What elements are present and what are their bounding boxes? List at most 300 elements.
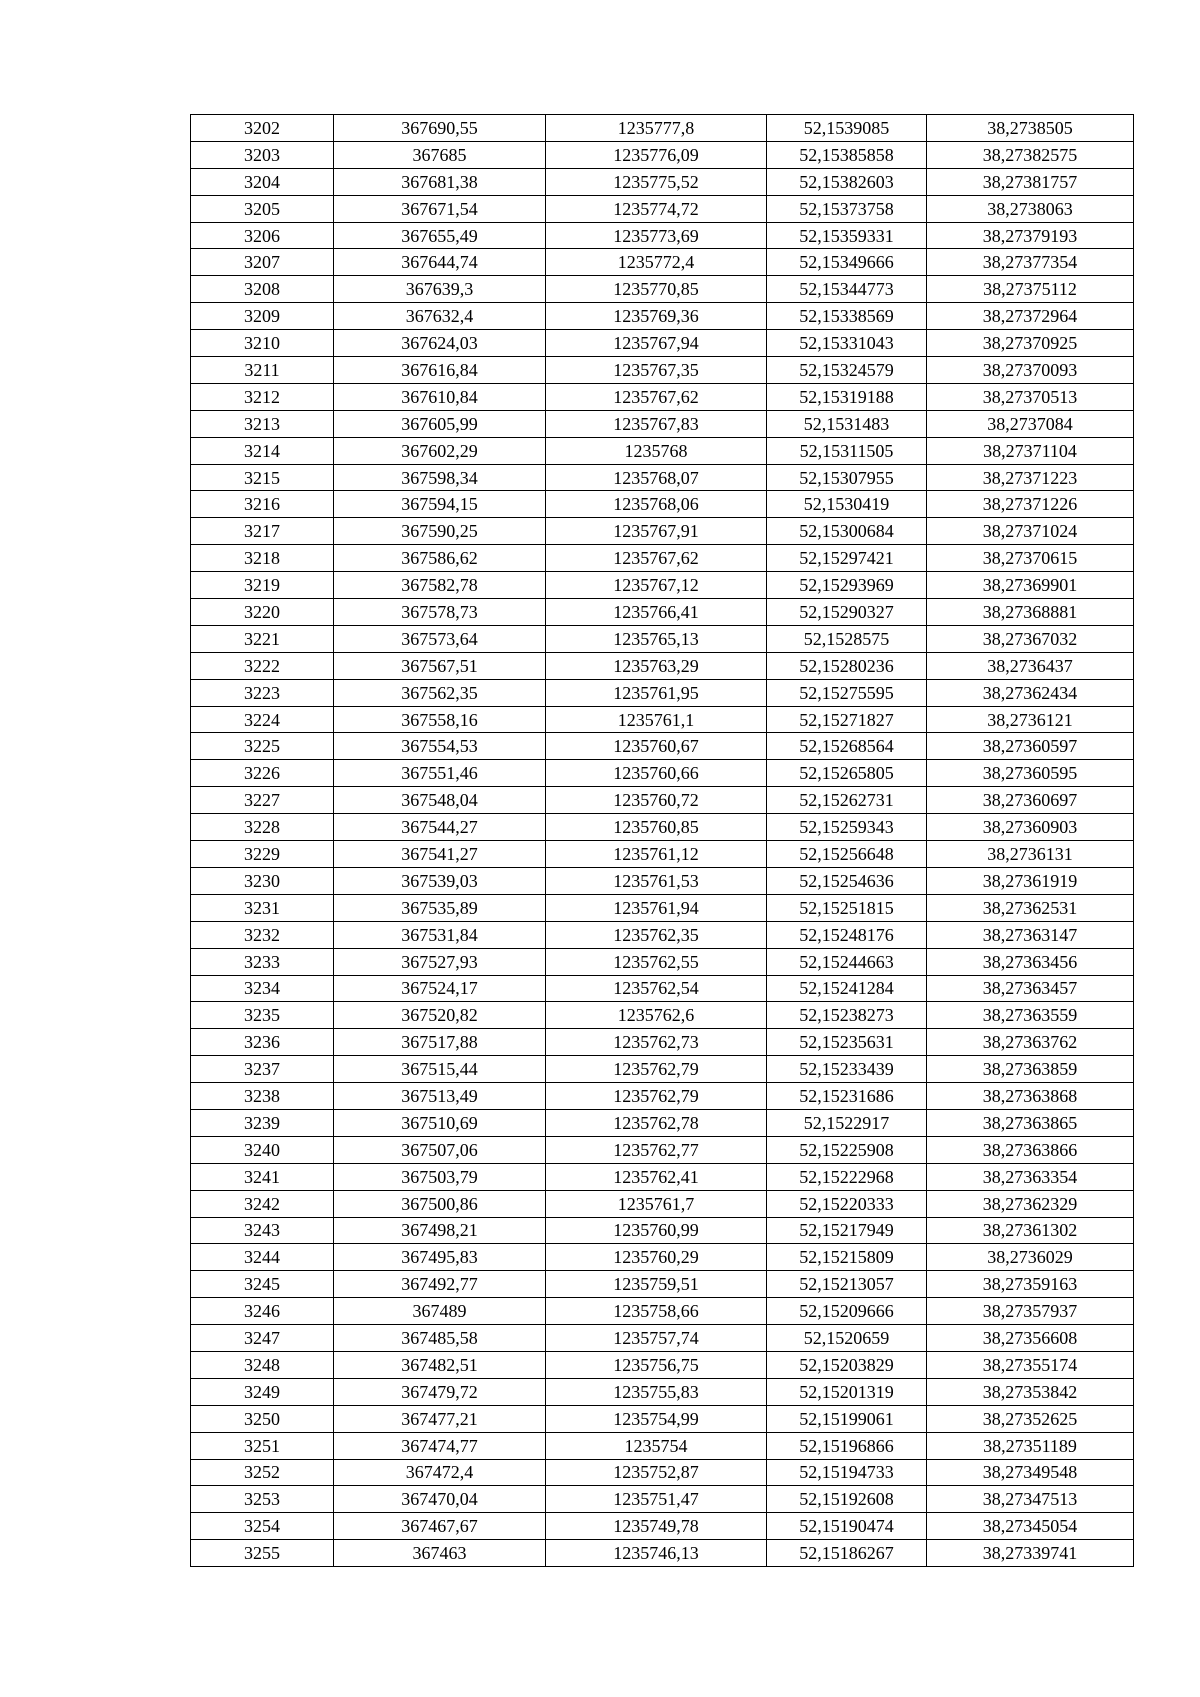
longitude-cell: 38,27357937 [927,1298,1134,1325]
point-number-cell: 3217 [191,518,334,545]
point-number-cell: 3247 [191,1325,334,1352]
x-coordinate-cell: 367477,21 [334,1405,546,1432]
latitude-cell: 52,15231686 [767,1083,927,1110]
point-number-cell: 3253 [191,1486,334,1513]
latitude-cell: 52,15196866 [767,1432,927,1459]
latitude-cell: 52,1522917 [767,1109,927,1136]
latitude-cell: 52,15307955 [767,464,927,491]
y-coordinate-cell: 1235761,95 [546,679,767,706]
latitude-cell: 52,15244663 [767,948,927,975]
point-number-cell: 3203 [191,141,334,168]
latitude-cell: 52,1528575 [767,625,927,652]
x-coordinate-cell: 367586,62 [334,545,546,572]
y-coordinate-cell: 1235760,67 [546,733,767,760]
longitude-cell: 38,27352625 [927,1405,1134,1432]
point-number-cell: 3204 [191,168,334,195]
longitude-cell: 38,27362434 [927,679,1134,706]
y-coordinate-cell: 1235774,72 [546,195,767,222]
longitude-cell: 38,27339741 [927,1540,1134,1567]
y-coordinate-cell: 1235768,06 [546,491,767,518]
table-row [191,599,1134,626]
x-coordinate-cell: 367558,16 [334,706,546,733]
latitude-cell: 52,15311505 [767,437,927,464]
x-coordinate-cell: 367503,79 [334,1163,546,1190]
table-row [191,1405,1134,1432]
y-coordinate-cell: 1235762,6 [546,1002,767,1029]
longitude-cell: 38,27370925 [927,330,1134,357]
longitude-cell: 38,27369901 [927,572,1134,599]
y-coordinate-cell: 1235773,69 [546,222,767,249]
table-row [191,249,1134,276]
latitude-cell: 52,15241284 [767,975,927,1002]
longitude-cell: 38,2736437 [927,652,1134,679]
x-coordinate-cell: 367616,84 [334,357,546,384]
x-coordinate-cell: 367482,51 [334,1351,546,1378]
table-row [191,760,1134,787]
point-number-cell: 3234 [191,975,334,1002]
point-number-cell: 3208 [191,276,334,303]
y-coordinate-cell: 1235767,62 [546,383,767,410]
y-coordinate-cell: 1235762,73 [546,1029,767,1056]
y-coordinate-cell: 1235761,7 [546,1190,767,1217]
y-coordinate-cell: 1235767,94 [546,330,767,357]
point-number-cell: 3223 [191,679,334,706]
table-row [191,975,1134,1002]
table-row [191,625,1134,652]
y-coordinate-cell: 1235777,8 [546,115,767,142]
latitude-cell: 52,15373758 [767,195,927,222]
point-number-cell: 3246 [191,1298,334,1325]
point-number-cell: 3249 [191,1378,334,1405]
table-row [191,222,1134,249]
table-row [191,1244,1134,1271]
longitude-cell: 38,27370093 [927,357,1134,384]
longitude-cell: 38,2736121 [927,706,1134,733]
table-row [191,841,1134,868]
x-coordinate-cell: 367463 [334,1540,546,1567]
x-coordinate-cell: 367520,82 [334,1002,546,1029]
latitude-cell: 52,15238273 [767,1002,927,1029]
longitude-cell: 38,27363457 [927,975,1134,1002]
table-row [191,195,1134,222]
longitude-cell: 38,27359163 [927,1271,1134,1298]
longitude-cell: 38,27360697 [927,787,1134,814]
x-coordinate-cell: 367639,3 [334,276,546,303]
table-row [191,706,1134,733]
longitude-cell: 38,27363559 [927,1002,1134,1029]
latitude-cell: 52,15199061 [767,1405,927,1432]
y-coordinate-cell: 1235762,79 [546,1056,767,1083]
latitude-cell: 52,15190474 [767,1513,927,1540]
y-coordinate-cell: 1235757,74 [546,1325,767,1352]
point-number-cell: 3219 [191,572,334,599]
x-coordinate-cell: 367527,93 [334,948,546,975]
x-coordinate-cell: 367515,44 [334,1056,546,1083]
longitude-cell: 38,27363354 [927,1163,1134,1190]
x-coordinate-cell: 367517,88 [334,1029,546,1056]
y-coordinate-cell: 1235769,36 [546,303,767,330]
latitude-cell: 52,15251815 [767,894,927,921]
point-number-cell: 3211 [191,357,334,384]
table-row [191,410,1134,437]
longitude-cell: 38,27367032 [927,625,1134,652]
latitude-cell: 52,15331043 [767,330,927,357]
y-coordinate-cell: 1235760,99 [546,1217,767,1244]
x-coordinate-cell: 367544,27 [334,814,546,841]
latitude-cell: 52,15359331 [767,222,927,249]
point-number-cell: 3225 [191,733,334,760]
latitude-cell: 52,15271827 [767,706,927,733]
table-row [191,168,1134,195]
table-row [191,383,1134,410]
x-coordinate-cell: 367500,86 [334,1190,546,1217]
table-row [191,1190,1134,1217]
latitude-cell: 52,15344773 [767,276,927,303]
longitude-cell: 38,27372964 [927,303,1134,330]
longitude-cell: 38,27363456 [927,948,1134,975]
coordinates-table [190,114,1134,1567]
point-number-cell: 3206 [191,222,334,249]
longitude-cell: 38,27362531 [927,894,1134,921]
y-coordinate-cell: 1235770,85 [546,276,767,303]
latitude-cell: 52,15248176 [767,921,927,948]
latitude-cell: 52,15256648 [767,841,927,868]
x-coordinate-cell: 367590,25 [334,518,546,545]
longitude-cell: 38,27361919 [927,867,1134,894]
x-coordinate-cell: 367655,49 [334,222,546,249]
x-coordinate-cell: 367671,54 [334,195,546,222]
longitude-cell: 38,27382575 [927,141,1134,168]
y-coordinate-cell: 1235759,51 [546,1271,767,1298]
point-number-cell: 3218 [191,545,334,572]
latitude-cell: 52,15275595 [767,679,927,706]
point-number-cell: 3241 [191,1163,334,1190]
y-coordinate-cell: 1235768,07 [546,464,767,491]
longitude-cell: 38,27361302 [927,1217,1134,1244]
point-number-cell: 3235 [191,1002,334,1029]
latitude-cell: 52,15213057 [767,1271,927,1298]
point-number-cell: 3212 [191,383,334,410]
latitude-cell: 52,1530419 [767,491,927,518]
point-number-cell: 3222 [191,652,334,679]
latitude-cell: 52,15385858 [767,141,927,168]
point-number-cell: 3214 [191,437,334,464]
x-coordinate-cell: 367582,78 [334,572,546,599]
table-row [191,1136,1134,1163]
longitude-cell: 38,27371024 [927,518,1134,545]
latitude-cell: 52,15192608 [767,1486,927,1513]
y-coordinate-cell: 1235763,29 [546,652,767,679]
table-row [191,1325,1134,1352]
point-number-cell: 3255 [191,1540,334,1567]
longitude-cell: 38,27360595 [927,760,1134,787]
x-coordinate-cell: 367541,27 [334,841,546,868]
latitude-cell: 52,15186267 [767,1540,927,1567]
table-row [191,491,1134,518]
y-coordinate-cell: 1235767,12 [546,572,767,599]
table-row [191,1351,1134,1378]
y-coordinate-cell: 1235762,78 [546,1109,767,1136]
x-coordinate-cell: 367685 [334,141,546,168]
table-row [191,330,1134,357]
point-number-cell: 3221 [191,625,334,652]
x-coordinate-cell: 367567,51 [334,652,546,679]
table-row [191,357,1134,384]
table-row [191,1083,1134,1110]
table-row [191,1056,1134,1083]
longitude-cell: 38,27377354 [927,249,1134,276]
point-number-cell: 3251 [191,1432,334,1459]
table-row [191,867,1134,894]
longitude-cell: 38,27353842 [927,1378,1134,1405]
y-coordinate-cell: 1235775,52 [546,168,767,195]
latitude-cell: 52,15290327 [767,599,927,626]
table-row [191,921,1134,948]
longitude-cell: 38,2738063 [927,195,1134,222]
latitude-cell: 52,15280236 [767,652,927,679]
x-coordinate-cell: 367551,46 [334,760,546,787]
y-coordinate-cell: 1235762,54 [546,975,767,1002]
latitude-cell: 52,15293969 [767,572,927,599]
longitude-cell: 38,27368881 [927,599,1134,626]
point-number-cell: 3239 [191,1109,334,1136]
latitude-cell: 52,15319188 [767,383,927,410]
table-row [191,518,1134,545]
x-coordinate-cell: 367554,53 [334,733,546,760]
latitude-cell: 52,1520659 [767,1325,927,1352]
latitude-cell: 52,15297421 [767,545,927,572]
table-row [191,464,1134,491]
table-row [191,276,1134,303]
y-coordinate-cell: 1235762,41 [546,1163,767,1190]
x-coordinate-cell: 367531,84 [334,921,546,948]
table-row [191,141,1134,168]
y-coordinate-cell: 1235751,47 [546,1486,767,1513]
point-number-cell: 3240 [191,1136,334,1163]
table-row [191,1486,1134,1513]
latitude-cell: 52,15259343 [767,814,927,841]
longitude-cell: 38,27362329 [927,1190,1134,1217]
point-number-cell: 3237 [191,1056,334,1083]
y-coordinate-cell: 1235754 [546,1432,767,1459]
latitude-cell: 52,15217949 [767,1217,927,1244]
table-row [191,437,1134,464]
latitude-cell: 52,15233439 [767,1056,927,1083]
y-coordinate-cell: 1235765,13 [546,625,767,652]
latitude-cell: 52,15222968 [767,1163,927,1190]
latitude-cell: 52,15254636 [767,867,927,894]
table-row [191,814,1134,841]
latitude-cell: 52,15203829 [767,1351,927,1378]
longitude-cell: 38,27371226 [927,491,1134,518]
point-number-cell: 3210 [191,330,334,357]
longitude-cell: 38,27355174 [927,1351,1134,1378]
x-coordinate-cell: 367467,67 [334,1513,546,1540]
x-coordinate-cell: 367489 [334,1298,546,1325]
latitude-cell: 52,15225908 [767,1136,927,1163]
longitude-cell: 38,27379193 [927,222,1134,249]
latitude-cell: 52,15268564 [767,733,927,760]
x-coordinate-cell: 367539,03 [334,867,546,894]
point-number-cell: 3254 [191,1513,334,1540]
y-coordinate-cell: 1235761,12 [546,841,767,868]
point-number-cell: 3238 [191,1083,334,1110]
table-row [191,733,1134,760]
y-coordinate-cell: 1235760,66 [546,760,767,787]
longitude-cell: 38,27349548 [927,1459,1134,1486]
table-row [191,572,1134,599]
point-number-cell: 3242 [191,1190,334,1217]
point-number-cell: 3244 [191,1244,334,1271]
point-number-cell: 3209 [191,303,334,330]
x-coordinate-cell: 367474,77 [334,1432,546,1459]
y-coordinate-cell: 1235762,77 [546,1136,767,1163]
latitude-cell: 52,15382603 [767,168,927,195]
x-coordinate-cell: 367524,17 [334,975,546,1002]
table-row [191,1217,1134,1244]
table-row [191,1109,1134,1136]
point-number-cell: 3243 [191,1217,334,1244]
x-coordinate-cell: 367470,04 [334,1486,546,1513]
latitude-cell: 52,15262731 [767,787,927,814]
longitude-cell: 38,27363147 [927,921,1134,948]
y-coordinate-cell: 1235752,87 [546,1459,767,1486]
latitude-cell: 52,15235631 [767,1029,927,1056]
longitude-cell: 38,2737084 [927,410,1134,437]
x-coordinate-cell: 367535,89 [334,894,546,921]
x-coordinate-cell: 367485,58 [334,1325,546,1352]
x-coordinate-cell: 367479,72 [334,1378,546,1405]
y-coordinate-cell: 1235766,41 [546,599,767,626]
point-number-cell: 3224 [191,706,334,733]
y-coordinate-cell: 1235776,09 [546,141,767,168]
table-row [191,1163,1134,1190]
longitude-cell: 38,27363865 [927,1109,1134,1136]
y-coordinate-cell: 1235761,53 [546,867,767,894]
y-coordinate-cell: 1235754,99 [546,1405,767,1432]
x-coordinate-cell: 367624,03 [334,330,546,357]
latitude-cell: 52,15215809 [767,1244,927,1271]
y-coordinate-cell: 1235760,29 [546,1244,767,1271]
point-number-cell: 3226 [191,760,334,787]
x-coordinate-cell: 367690,55 [334,115,546,142]
table-row [191,894,1134,921]
table-row [191,1378,1134,1405]
table-row [191,1029,1134,1056]
point-number-cell: 3220 [191,599,334,626]
x-coordinate-cell: 367632,4 [334,303,546,330]
x-coordinate-cell: 367594,15 [334,491,546,518]
x-coordinate-cell: 367495,83 [334,1244,546,1271]
point-number-cell: 3216 [191,491,334,518]
longitude-cell: 38,2738505 [927,115,1134,142]
latitude-cell: 52,15300684 [767,518,927,545]
longitude-cell: 38,27356608 [927,1325,1134,1352]
table-row [191,1540,1134,1567]
table-row [191,1432,1134,1459]
table-row [191,679,1134,706]
point-number-cell: 3207 [191,249,334,276]
x-coordinate-cell: 367492,77 [334,1271,546,1298]
latitude-cell: 52,1531483 [767,410,927,437]
longitude-cell: 38,27363859 [927,1056,1134,1083]
point-number-cell: 3230 [191,867,334,894]
x-coordinate-cell: 367548,04 [334,787,546,814]
x-coordinate-cell: 367472,4 [334,1459,546,1486]
longitude-cell: 38,27370615 [927,545,1134,572]
point-number-cell: 3213 [191,410,334,437]
x-coordinate-cell: 367513,49 [334,1083,546,1110]
y-coordinate-cell: 1235762,79 [546,1083,767,1110]
x-coordinate-cell: 367498,21 [334,1217,546,1244]
table-row [191,115,1134,142]
table-row [191,787,1134,814]
latitude-cell: 52,15349666 [767,249,927,276]
longitude-cell: 38,2736131 [927,841,1134,868]
y-coordinate-cell: 1235768 [546,437,767,464]
y-coordinate-cell: 1235760,85 [546,814,767,841]
point-number-cell: 3233 [191,948,334,975]
point-number-cell: 3252 [191,1459,334,1486]
latitude-cell: 52,15324579 [767,357,927,384]
latitude-cell: 52,15209666 [767,1298,927,1325]
longitude-cell: 38,27351189 [927,1432,1134,1459]
table-row [191,1002,1134,1029]
point-number-cell: 3202 [191,115,334,142]
y-coordinate-cell: 1235772,4 [546,249,767,276]
y-coordinate-cell: 1235762,55 [546,948,767,975]
x-coordinate-cell: 367602,29 [334,437,546,464]
longitude-cell: 38,27371223 [927,464,1134,491]
table-row [191,1459,1134,1486]
longitude-cell: 38,27347513 [927,1486,1134,1513]
y-coordinate-cell: 1235760,72 [546,787,767,814]
latitude-cell: 52,15265805 [767,760,927,787]
y-coordinate-cell: 1235746,13 [546,1540,767,1567]
point-number-cell: 3245 [191,1271,334,1298]
latitude-cell: 52,15338569 [767,303,927,330]
point-number-cell: 3232 [191,921,334,948]
longitude-cell: 38,27381757 [927,168,1134,195]
x-coordinate-cell: 367510,69 [334,1109,546,1136]
y-coordinate-cell: 1235761,1 [546,706,767,733]
table-row [191,1298,1134,1325]
longitude-cell: 38,27370513 [927,383,1134,410]
y-coordinate-cell: 1235749,78 [546,1513,767,1540]
y-coordinate-cell: 1235755,83 [546,1378,767,1405]
latitude-cell: 52,15194733 [767,1459,927,1486]
y-coordinate-cell: 1235756,75 [546,1351,767,1378]
x-coordinate-cell: 367562,35 [334,679,546,706]
y-coordinate-cell: 1235767,91 [546,518,767,545]
x-coordinate-cell: 367573,64 [334,625,546,652]
latitude-cell: 52,15220333 [767,1190,927,1217]
y-coordinate-cell: 1235758,66 [546,1298,767,1325]
point-number-cell: 3228 [191,814,334,841]
y-coordinate-cell: 1235767,62 [546,545,767,572]
point-number-cell: 3215 [191,464,334,491]
point-number-cell: 3205 [191,195,334,222]
point-number-cell: 3229 [191,841,334,868]
x-coordinate-cell: 367644,74 [334,249,546,276]
x-coordinate-cell: 367598,34 [334,464,546,491]
table-row [191,1271,1134,1298]
coordinates-table-body [191,115,1134,1567]
longitude-cell: 38,27360903 [927,814,1134,841]
table-row [191,948,1134,975]
longitude-cell: 38,27375112 [927,276,1134,303]
x-coordinate-cell: 367578,73 [334,599,546,626]
